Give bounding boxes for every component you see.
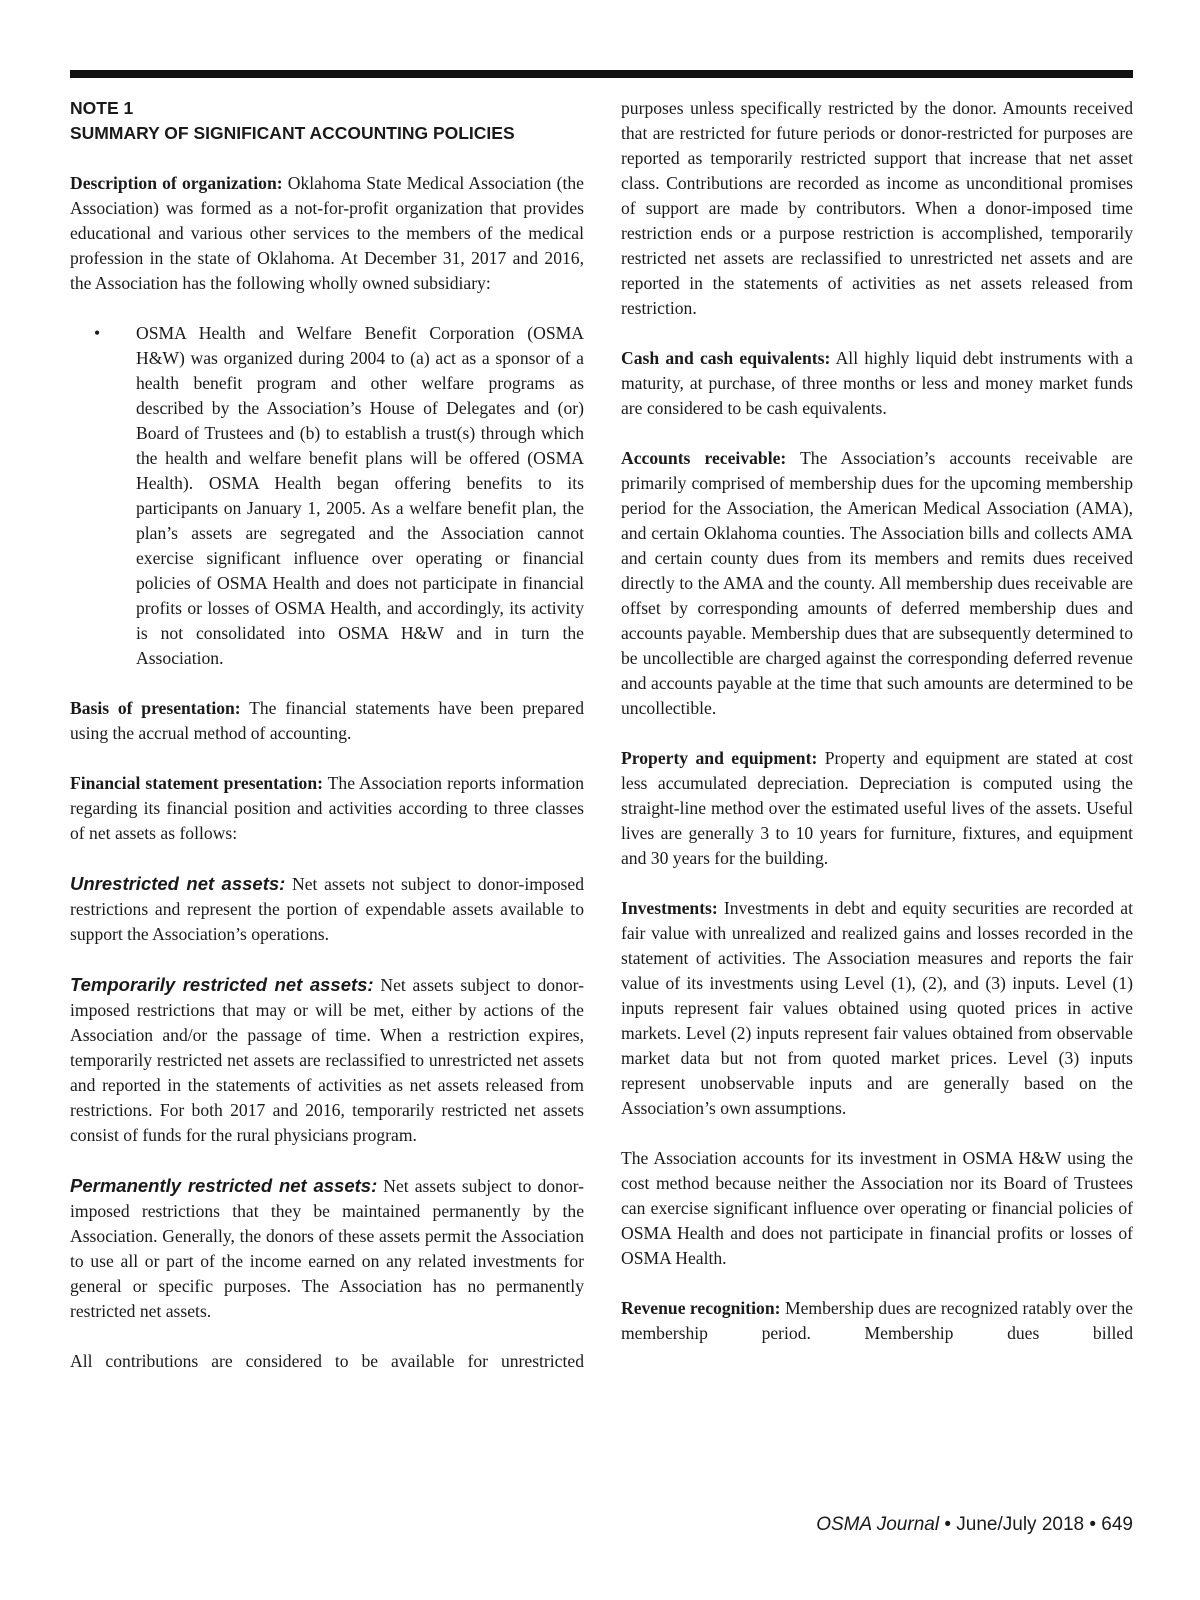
permanently-text: Net assets subject to donor-imposed restrictions that they be maintained permanently by the Association. Generally, the donors of these assets permit the Association to use all or part of the income earned on any related investments for general or specific purposes. The Association has no permanently restricted net assets. xyxy=(70,1176,585,1321)
unrestricted-lead: Unrestricted net assets xyxy=(70,873,280,894)
property-text: Property and equipment are stated at cost less accumulated depreciation. Depreciation is computed using the straight-line method over the estimated useful lives of the assets. Useful lives are generally 3 to 10 years for furniture, fixtures, and equipment and 30 years for the building. xyxy=(621,748,1133,868)
investments-paragraph xyxy=(621,896,1133,1121)
page-footer xyxy=(621,1512,1133,1537)
permanently-paragraph xyxy=(70,1173,584,1324)
osma-investment-paragraph xyxy=(621,1146,1133,1271)
note-number: NOTE 1 xyxy=(70,98,134,118)
revenue-lead: Revenue recognition: xyxy=(621,1298,781,1318)
description-text: Oklahoma State Medical Association (the Association) was formed as a not-for-profit organization that provides educational and various other services to the members of the medical profession in the state of Oklahoma. At December 31, 2017 and 2016, the Association has the following wholly owned subsidiary: xyxy=(70,173,584,293)
temporarily-text: Net assets subject to donor-imposed restrictions that may or will be met, either by actions of the Association and/or the passage of time. When a restriction expires, temporarily restricted net assets are reclassified to unrestricted net assets and reported in the statements of activities as net assets released from restrictions. For both 2017 and 2016, temporarily restricted net assets consist of funds for the rural physicians program. xyxy=(70,975,584,1145)
fsp-text: The Association reports information regarding its financial position and activities according to three classes of net assets as follows: xyxy=(70,773,584,843)
subsidiary-list xyxy=(70,321,584,671)
list-item xyxy=(94,321,584,671)
receivable-text: The Association’s accounts receivable are primarily comprised of membership dues for the upcoming membership period for the Association, the American Medical Association (AMA), and certain Oklahoma counties. The Association bills and collects AMA and certain county dues from its members and remits dues received directly to the AMA and the county. All membership dues receivable are offset by corresponding amounts of deferred membership dues and accounts payable. Membership dues that are subsequently determined to be uncollectible are charged against the corresponding deferred revenue and accounts payable at the time that such amounts are determined to be uncollectible. xyxy=(621,448,1133,718)
contributions-continued-paragraph xyxy=(621,96,1133,321)
temporarily-paragraph xyxy=(70,972,584,1148)
journal-name: OSMA Journal xyxy=(816,1514,940,1535)
property-paragraph xyxy=(621,746,1133,871)
description-paragraph xyxy=(70,171,584,296)
unrestricted-paragraph xyxy=(70,871,584,947)
note-heading xyxy=(70,96,584,146)
cash-lead: Cash and cash equivalents: xyxy=(621,348,831,368)
revenue-paragraph xyxy=(621,1296,1133,1346)
temporarily-lead: Temporarily restricted net assets: xyxy=(70,974,374,995)
unrestricted-colon: : xyxy=(279,873,286,894)
receivable-paragraph xyxy=(621,446,1133,721)
fsp-paragraph xyxy=(70,771,584,846)
subsidiary-text: OSMA Health and Welfare Benefit Corporation (OSMA H&W) was organized during 2004 to (a) act as a sponsor of a health benefit program and other welfare programs as described by the Association’s House of Delegates and (or) Board of Trustees and (b) to establish a trust(s) through which the health and welfare benefit plans will be offered (OSMA Health). OSMA Health began offering benefits to its participants on January 1, 2005. As a welfare benefit plan, the plan’s assets are segregated and the Association cannot exercise significant influence over operating or financial policies of OSMA Health and does not participate in financial profits or losses of OSMA Health, and accordingly, its activity is not consolidated into OSMA H&W and in turn the Association. xyxy=(136,323,584,668)
right-column xyxy=(621,96,1133,1371)
unrestricted-text: Net assets not subject to donor-imposed restrictions and represent the portion of expendable assets available to support the Association’s operations. xyxy=(70,874,584,944)
description-lead: Description of organization: xyxy=(70,173,283,193)
basis-text: The financial statements have been prepared using the accrual method of accounting. xyxy=(70,698,584,743)
osma-investment-text: The Association accounts for its investment in OSMA H&W using the cost method because neither the Association nor its Board of Trustees can exercise significant influence over operating or financial policies of OSMA Health and does not participate in financial profits or losses of OSMA Health. xyxy=(621,1148,1133,1268)
bullet-icon: • xyxy=(94,323,101,343)
note-title: SUMMARY OF SIGNIFICANT ACCOUNTING POLICIES xyxy=(70,123,515,143)
investments-text: Investments in debt and equity securities are recorded at fair value with unrealized and realized gains and losses recorded in the statement of activities. The Association measures and reports the fair value of its investments using Level (1), (2), and (3) inputs. Level (1) inputs represent fair values obtained using quoted prices in active markets. Level (2) inputs represent fair values obtained from observable market data but not from quoted market prices. Level (3) inputs represent unobservable inputs and are generally based on the Association’s own assumptions. xyxy=(621,898,1133,1118)
contributions-paragraph xyxy=(70,1349,584,1374)
property-lead: Property and equipment: xyxy=(621,748,818,768)
revenue-text: Membership dues are recognized ratably over the membership period. Membership dues billed xyxy=(621,1298,1133,1343)
permanently-lead: Permanently restricted net assets: xyxy=(70,1175,378,1196)
basis-paragraph xyxy=(70,696,584,746)
contributions-continued-text: purposes unless specifically restricted by the donor. Amounts received that are restricted for future periods or donor-restricted for purposes are reported as temporarily restricted support that increase that net asset class. Contributions are recorded as income as unconditional promises of support are made by contributors. When a donor-imposed time restriction ends or a purpose restriction is accomplished, temporarily restricted net assets are reclassified to unrestricted net assets and are reported in the statements of activities as net assets released from restriction. xyxy=(621,98,1133,318)
issue-page: • June/July 2018 • 649 xyxy=(939,1514,1133,1535)
top-rule xyxy=(70,70,1133,78)
contributions-text: All contributions are considered to be available for unrestricted xyxy=(70,1351,584,1371)
basis-lead: Basis of presentation: xyxy=(70,698,241,718)
investments-lead: Investments: xyxy=(621,898,718,918)
cash-text: All highly liquid debt instruments with a maturity, at purchase, of three months or less and money market funds are considered to be cash equivalents. xyxy=(621,348,1133,418)
cash-paragraph xyxy=(621,346,1133,421)
fsp-lead: Financial statement presentation: xyxy=(70,773,323,793)
receivable-lead: Accounts receivable: xyxy=(621,448,787,468)
left-column xyxy=(70,96,584,1399)
